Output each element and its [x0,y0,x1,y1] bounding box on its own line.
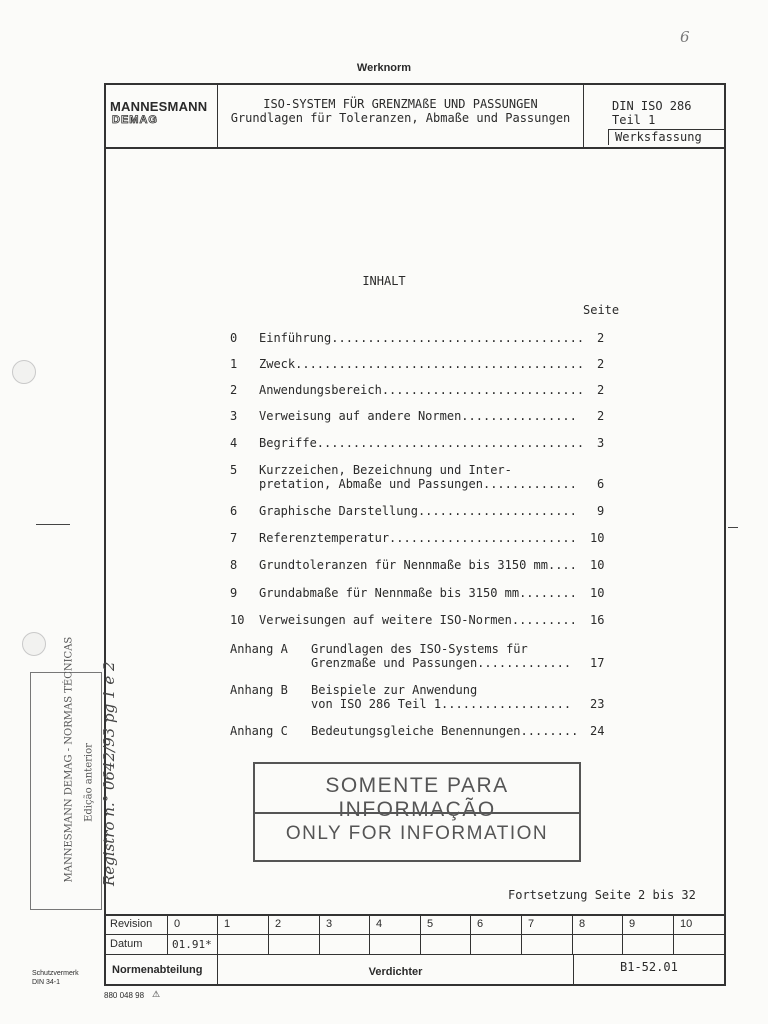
document-subtitle: Grundlagen für Toleranzen, Abmaße und Passungen [230,111,571,125]
toc-text: Anwendungsbereich............................ [259,383,585,397]
annex-text: Beispiele zur Anwendung von ISO 286 Teil 1.................. [311,683,572,711]
revision-value: 5 [427,918,434,930]
revision-label: Revision [104,916,168,935]
continuation-note: Fortsetzung Seite 2 bis 32 [508,888,696,902]
date-value: 01.91* [168,935,218,955]
standard-cell [584,83,724,147]
toc-page: 9 [597,504,605,518]
toc-text: Graphische Darstellung...................... [259,504,577,518]
revision-value: 0 [174,918,181,930]
stamp-company: MANNESMANN DEMAG - NORMAS TÉCNICAS [63,636,75,883]
revision-value: 2 [275,918,282,930]
stamp-previous-edition: Edição anterior [83,743,95,822]
date-label: Datum [104,935,168,955]
toc-text: Referenztemperatur.......................... [259,531,577,545]
date-cell [320,935,370,955]
toc-num: 3 [230,409,238,423]
annex-page: 23 [590,697,605,711]
stamp-divider [255,812,579,814]
revision-cell [421,916,471,935]
toc-text: Verweisungen auf weitere ISO-Normen......... [259,613,577,627]
company-logo: MANNESMANN [110,99,208,114]
toc-text: Grundabmaße für Nennmaße bis 3150 mm........ [259,586,577,600]
warning-icon: ⚠ [152,990,161,1000]
toc-page: 10 [590,531,605,545]
revision-cell [168,916,218,935]
annex-page: 17 [590,656,605,670]
toc-num: 10 [230,613,245,627]
title-cell [218,83,584,147]
revision-value: 8 [579,918,586,930]
toc-page: 3 [597,436,605,450]
toc-num: 8 [230,558,238,572]
date-cell [370,935,421,955]
revision-table [104,914,726,986]
toc-text: Einführung................................... [259,331,585,345]
revision-value: 10 [680,918,693,930]
contents-title: INHALT [362,274,406,288]
revision-cell [218,916,269,935]
revision-cell [674,916,724,935]
annex-text: Bedeutungsgleiche Benennungen........ [311,724,579,738]
toc-page: 2 [597,383,605,397]
information-stamp [253,762,581,862]
toc-num: 6 [230,504,238,518]
revision-cell [623,916,674,935]
document-title: ISO-SYSTEM FÜR GRENZMAßE UND PASSUNGEN [263,97,538,111]
toc-num: 4 [230,436,238,450]
fold-mark [728,527,738,528]
date-cell [471,935,522,955]
protection-standard: DIN 34-1 [32,979,61,986]
revision-cell [471,916,522,935]
toc-num: 0 [230,331,238,345]
toc-num: 9 [230,586,238,600]
toc-num: 2 [230,383,238,397]
toc-text: Begriffe..................................... [259,436,585,450]
revision-cell [522,916,573,935]
toc-page: 2 [597,331,605,345]
punch-hole [22,632,46,656]
revision-value: 7 [528,918,535,930]
annex-text: Grundlagen des ISO-Systems für Grenzmaße und Passungen............. [311,642,572,670]
date-cell [623,935,674,955]
department-label: Normenabteilung [104,955,218,986]
date-cell [573,935,623,955]
version-label: Werksfassung [615,130,702,144]
stamp-registration: Registro n.° 0642/93 pg 1 e 2 [100,661,118,886]
toc-page: 10 [590,558,605,572]
annex-label: Anhang B [230,683,288,697]
toc-page: 2 [597,357,605,371]
toc-num: 7 [230,531,238,545]
registration-stamp [30,636,118,910]
revision-value: 3 [326,918,333,930]
logo-cell [104,83,218,147]
revision-cell [573,916,623,935]
toc-page: 10 [590,586,605,600]
toc-text: Kurzzeichen, Bezeichnung und Inter- pretation, Abmaße und Passungen............. [259,463,577,491]
form-number: 880 048 98 [104,991,145,1000]
document-heading: Werknorm [356,62,412,74]
toc-text: Zweck........................................ [259,357,585,371]
company-logo-sub: DEMAG [112,114,158,126]
revision-value: 9 [629,918,636,930]
date-cell [269,935,320,955]
document-header [104,83,726,149]
date-cell [421,935,471,955]
punch-hole [12,360,36,384]
stamp-text-portuguese: SOMENTE PARA INFORMAÇÃO [325,774,509,821]
revision-cell [370,916,421,935]
toc-num: 5 [230,463,238,477]
revision-value: 1 [224,918,231,930]
page-column-label: Seite [583,303,620,317]
revision-cell [269,916,320,935]
date-cell [674,935,724,955]
standard-number: DIN ISO 286 [612,99,692,113]
toc-num: 1 [230,357,238,371]
annex-page: 24 [590,724,605,738]
document-code: B1-52.01 [620,960,678,974]
date-cell [218,935,269,955]
annex-label: Anhang C [230,724,288,738]
toc-page: 2 [597,409,605,423]
date-cell [522,935,573,955]
version-box [608,129,724,145]
toc-page: 16 [590,613,605,627]
revision-value: 6 [477,918,484,930]
stamp-text-english: ONLY FOR INFORMATION [285,823,549,844]
department-value: Verdichter [218,955,574,986]
fold-mark [36,524,70,525]
toc-page: 6 [597,477,605,491]
annex-label: Anhang A [230,642,288,656]
page-number: 6 [680,28,690,46]
standard-part: Teil 1 [612,113,656,127]
toc-text: Grundtoleranzen für Nennmaße bis 3150 mm.... [259,558,577,572]
protection-note: Schutzvermerk [32,970,79,977]
toc-text: Verweisung auf andere Normen................ [259,409,577,423]
revision-cell [320,916,370,935]
revision-value: 4 [376,918,383,930]
